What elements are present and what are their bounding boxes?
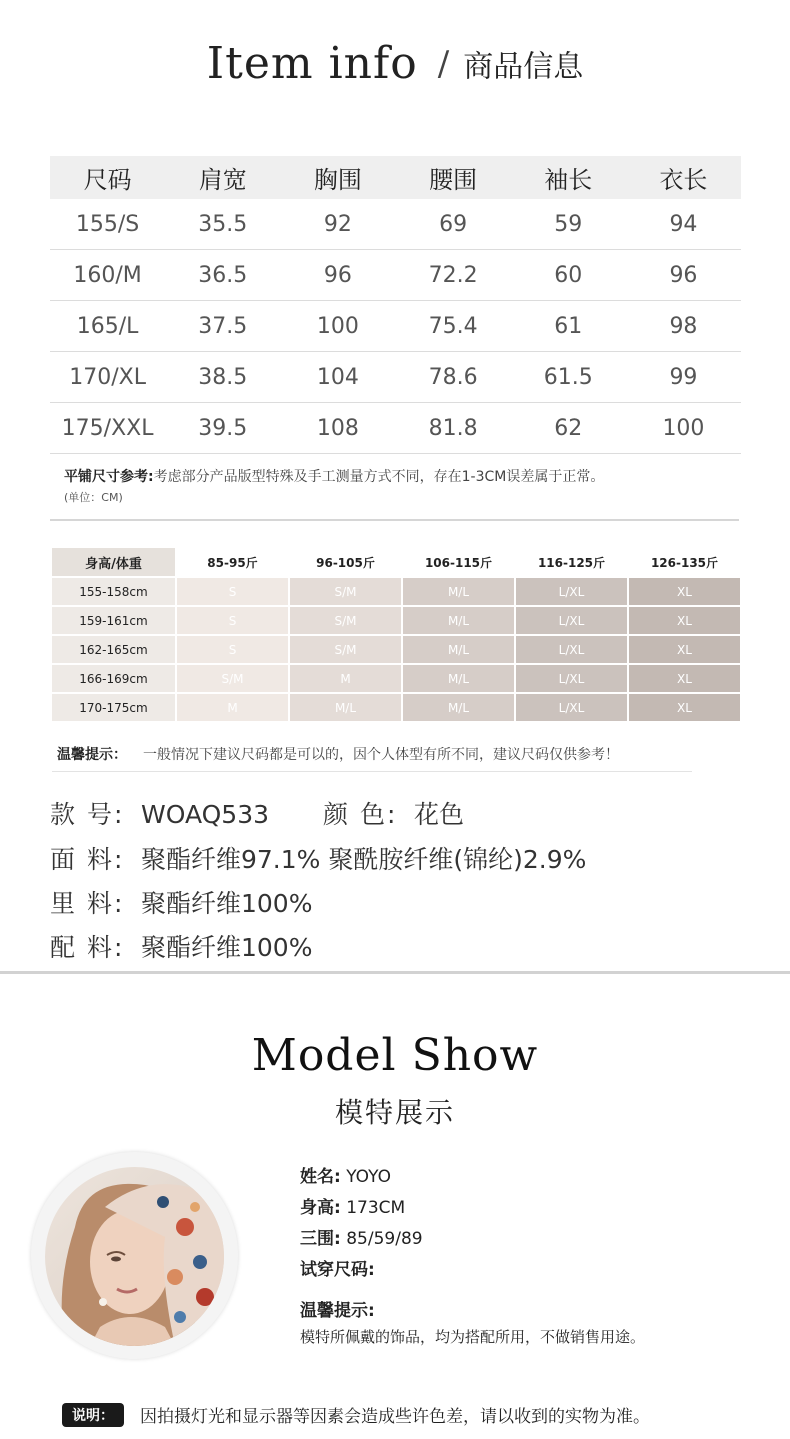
fabric-value: 聚酯纤维97.1% 聚酰胺纤维(锦纶)2.9% [141,845,587,874]
lining-row [50,884,312,920]
trim-row [50,928,312,964]
trim-value: 聚酯纤维100% [141,933,313,962]
size-suggestion-cell: S [177,578,288,605]
color-label: 颜 色: [323,800,398,829]
unit-note: (单位：CM) [64,491,123,504]
style-color-row [50,795,464,831]
size-tip-label: 温馨提示： [57,747,127,763]
model-title-en: Model Show [251,1030,539,1081]
size-suggestion-cell: L/XL [516,665,627,692]
size-cell: 100 [662,415,705,441]
footer-note [62,1402,650,1427]
size-suggestion-cell: M/L [403,665,514,692]
table-row [52,665,742,692]
size-table-header [50,156,741,199]
size-suggestion-cell: XL [629,578,740,605]
size-cell: 94 [669,211,698,237]
model-measure-label: 三围: [300,1229,341,1249]
size-suggestion-cell: XL [629,636,740,663]
recommend-header [52,548,742,576]
size-suggestion-cell: L/XL [516,607,627,634]
size-tip [57,744,619,764]
size-cell: 72.2 [428,262,478,288]
divider [50,519,739,521]
size-cell: 78.6 [428,364,478,390]
size-suggestion-cell: S/M [290,578,401,605]
size-suggestion-cell: L/XL [516,636,627,663]
height-range-cell: 159-161cm [52,607,175,634]
table-row [50,352,741,403]
size-cell: 60 [554,262,583,288]
size-header-cell: 衣长 [659,166,708,194]
table-row [52,607,742,634]
size-suggestion-cell: M/L [403,636,514,663]
model-size-label: 试穿尺码: [300,1260,375,1280]
model-tip-text: 模特所佩戴的饰品，均为搭配所用，不做销售用途。 [300,1328,646,1346]
model-tip-label: 温馨提示: [300,1301,375,1321]
size-cell: 160/M [73,262,142,288]
size-cell: 39.5 [198,415,248,441]
size-cell: 165/L [76,313,139,339]
color-value: 花色 [414,800,465,829]
model-height-row [300,1193,405,1218]
size-cell: 61 [554,313,583,339]
size-recommendation-grid [52,548,742,723]
size-cell: 62 [554,415,583,441]
size-cell: 36.5 [198,262,248,288]
table-row [52,636,742,663]
size-cell: 38.5 [198,364,248,390]
table-row [52,578,742,605]
recommend-header-cell: 116-125斤 [537,555,606,570]
size-header-cell: 肩宽 [198,166,247,194]
table-row [50,301,741,352]
measurement-note [64,466,604,486]
lining-label: 里 料: [50,889,125,918]
size-header-cell: 胸围 [313,166,362,194]
divider [52,771,692,772]
size-table [50,156,741,454]
height-range-cell: 170-175cm [52,694,175,721]
size-suggestion-cell: M/L [403,694,514,721]
size-suggestion-cell: S [177,636,288,663]
table-row [50,403,741,454]
size-cell: 100 [316,313,359,339]
size-header-cell: 袖长 [544,166,593,194]
size-suggestion-cell: M/L [403,607,514,634]
size-cell: 69 [439,211,468,237]
size-suggestion-cell: M/L [290,694,401,721]
size-cell: 104 [316,364,359,390]
page-title [0,38,790,89]
model-photo [45,1167,224,1346]
model-measure-row [300,1224,423,1249]
size-cell: 59 [554,211,583,237]
model-title-zh: 模特展示 [334,1096,455,1129]
model-name-row [300,1162,391,1187]
size-cell: 75.4 [428,313,478,339]
size-suggestion-cell: S [177,607,288,634]
size-cell: 155/S [75,211,140,237]
size-cell: 81.8 [428,415,478,441]
size-cell: 61.5 [543,364,593,390]
size-header-cell: 腰围 [429,166,478,194]
size-suggestion-cell: S/M [290,636,401,663]
size-suggestion-cell: L/XL [516,578,627,605]
measurement-note-label: 平铺尺寸参考: [64,469,154,485]
title-separator: / [437,43,450,84]
model-portrait-illustration [45,1167,224,1346]
model-name-label: 姓名: [300,1167,341,1187]
size-suggestion-cell: XL [629,607,740,634]
model-name-value: YOYO [346,1167,391,1187]
size-cell: 37.5 [198,313,248,339]
model-measure-value: 85/59/89 [346,1229,423,1249]
title-zh: 商品信息 [463,49,584,85]
fabric-label: 面 料: [50,845,125,874]
size-cell: 98 [669,313,698,339]
style-label: 款 号: [50,800,125,829]
size-header-cell: 尺码 [83,166,132,194]
recommend-header-cell: 96-105斤 [316,555,375,570]
size-cell: 175/XXL [61,415,154,441]
recommend-header-cell: 126-135斤 [650,555,719,570]
model-size-row [300,1255,375,1280]
style-value: WOAQ533 [141,800,270,829]
title-en: Item info [206,38,418,89]
size-suggestion-cell: M [177,694,288,721]
size-suggestion-cell: M [290,665,401,692]
model-tip-label-row [300,1296,375,1321]
size-cell: 96 [669,262,698,288]
model-height-label: 身高: [300,1198,341,1218]
lining-value: 聚酯纤维100% [141,889,313,918]
model-height-value: 173CM [346,1198,406,1218]
height-range-cell: 162-165cm [52,636,175,663]
section-divider [0,971,790,974]
table-row [50,199,741,250]
height-range-cell: 166-169cm [52,665,175,692]
recommend-header-cell: 身高/体重 [52,548,175,576]
size-cell: 96 [323,262,352,288]
size-suggestion-cell: M/L [403,578,514,605]
recommend-header-cell: 106-115斤 [424,555,493,570]
height-range-cell: 155-158cm [52,578,175,605]
size-cell: 35.5 [198,211,248,237]
table-row [52,694,742,721]
size-suggestion-cell: S/M [290,607,401,634]
footer-text: 因拍摄灯光和显示器等因素会造成些许色差，请以收到的实物为准。 [140,1407,650,1427]
size-cell: 92 [323,211,352,237]
table-row [50,250,741,301]
size-suggestion-cell: L/XL [516,694,627,721]
trim-label: 配 料: [50,933,125,962]
measurement-note-text: 考虑部分产品版型特殊及手工测量方式不同，存在1-3CM误差属于正常。 [153,469,605,485]
size-cell: 99 [669,364,698,390]
fabric-row [50,840,586,876]
footer-badge: 说明： [62,1403,124,1427]
recommend-header-cell: 85-95斤 [207,555,258,570]
size-suggestion-cell: XL [629,694,740,721]
size-cell: 170/XL [69,364,146,390]
size-tip-text: 一般情况下建议尺码都是可以的，因个人体型有所不同，建议尺码仅供参考！ [143,747,619,763]
size-suggestion-cell: XL [629,665,740,692]
size-suggestion-cell: S/M [177,665,288,692]
size-cell: 108 [316,415,359,441]
